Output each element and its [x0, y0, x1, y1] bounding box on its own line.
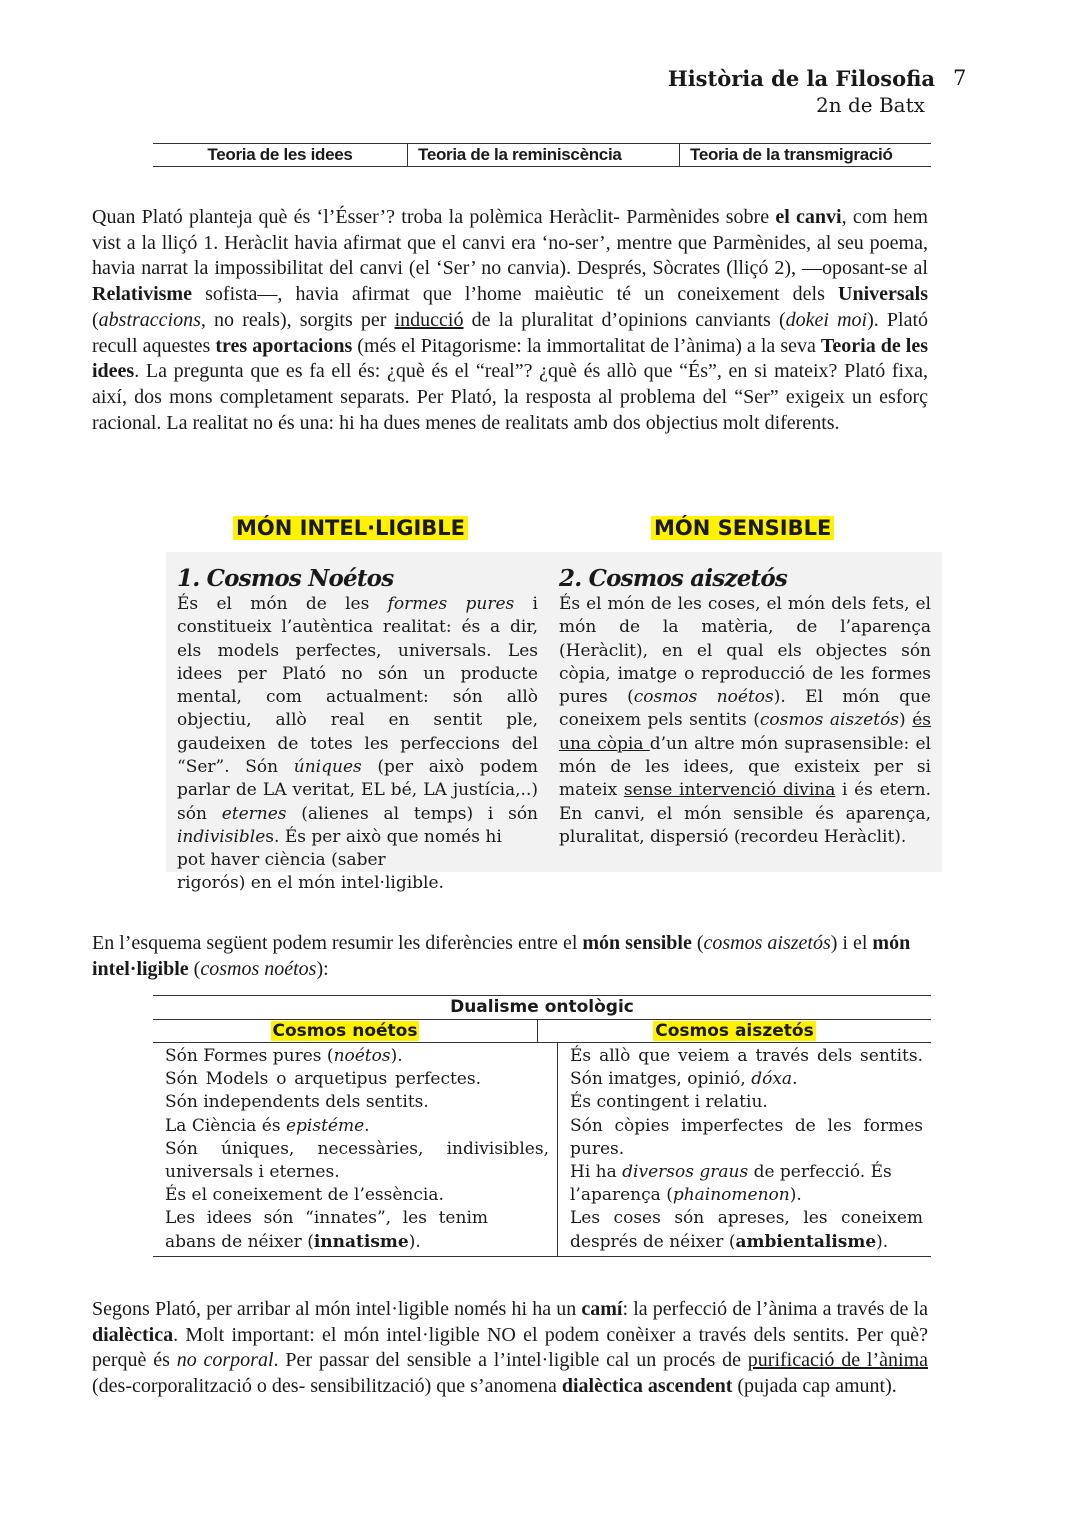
italic-term: dokei moi — [785, 308, 868, 331]
italic-term: cosmos aiszetós — [759, 710, 900, 731]
theory-cell: Teoria de la transmigració — [690, 145, 893, 164]
italic-term: formes pures — [387, 594, 515, 614]
column-text: rigorós) en el món intel·ligible. — [177, 872, 444, 893]
table-line: Són úniques, necessàries, indivisibles, — [165, 1138, 549, 1159]
noetos-cell — [153, 1043, 558, 1256]
document-subtitle: 2n de Batx — [816, 93, 925, 117]
text: (des-corporalització o des- sensibilització) que s’anomena — [92, 1375, 562, 1398]
text: , no reals), sorgits per — [200, 308, 395, 331]
bold-term: el canvi — [775, 206, 842, 228]
text: ) i el — [830, 932, 873, 954]
text: ): — [316, 957, 329, 980]
highlighted-heading: MÓN INTEL·LIGIBLE — [233, 516, 468, 540]
text: ). El món que coneixem pels sentits ( — [559, 687, 931, 731]
summary-intro — [92, 931, 972, 982]
table-line: Hi ha diversos graus de perfecció. És — [570, 1162, 892, 1183]
theory-cell: Teoria de les idees — [153, 144, 408, 166]
table-line: Són Formes pures (noétos). — [165, 1046, 403, 1066]
column-title: 2. Cosmos aiszetós — [559, 565, 788, 592]
text: (per això podem parlar de LA veritat, EL bé, LA justícia,..) són — [177, 757, 538, 824]
table-line: Són còpies imperfectes de les formes — [570, 1115, 923, 1136]
text: s. És per això que només hi — [265, 826, 502, 847]
text: Segons Plató, per arribar al món intel·ligible només hi ha un — [92, 1298, 582, 1320]
text: (més el Pitagorisme: la immortalitat de l’ànima) a la seva — [352, 334, 821, 357]
theories-table — [153, 143, 931, 167]
table-line: És el coneixement de l’essència. — [165, 1185, 444, 1206]
dualism-table — [153, 995, 931, 1257]
table-line: pures. — [570, 1138, 625, 1159]
italic-term: eternes — [221, 803, 287, 824]
table-line: abans de néixer (innatisme). — [165, 1231, 421, 1252]
bold-term: dialèctica ascendent — [561, 1375, 733, 1398]
text: d’un altre món suprasensible: el món de les idees, que existeix per si mateix — [559, 733, 931, 801]
bold-term: dialèctica — [92, 1323, 174, 1346]
bold-term: món sensible — [582, 932, 692, 954]
aiszetos-cell — [558, 1043, 931, 1256]
table-body-row — [153, 1043, 931, 1256]
text: ( — [691, 932, 704, 954]
column-text — [177, 593, 538, 849]
text: (alienes al temps) i són — [286, 803, 538, 824]
highlighted-heading: MÓN SENSIBLE — [651, 516, 834, 540]
bold-term: Universals — [838, 283, 928, 306]
underlined-term: purificació de l’ànima — [747, 1349, 929, 1372]
table-title: Dualisme ontològic — [153, 996, 931, 1020]
text: sofista—, havia afirmat que l’home maièutic té un coneixement dels — [191, 283, 838, 306]
conclusion-paragraph — [92, 1297, 928, 1400]
text: , com hem vist a la lliçó 1. Heràclit havia afirmat que el canvi era ‘no-ser’, mentre que Parmènides, al seu poema, havia narrat la impossibilitat del canvi (el ‘Ser’ no canvia). Després, Sòcrates (lliçó 2), —oposant-se al — [92, 206, 928, 280]
table-line: Les coses són apreses, les coneixem — [570, 1208, 923, 1229]
italic-term: no corporal — [176, 1349, 274, 1372]
table-line: després de néixer (ambientalisme). — [570, 1231, 889, 1252]
text: (pujada cap amunt). — [732, 1375, 897, 1398]
bold-term: tres aportacions — [215, 334, 353, 357]
table-line: És allò que veiem a través dels sentits. — [570, 1046, 923, 1066]
cosmos-aiszetos-column — [559, 565, 931, 849]
text: En l’esquema següent podem resumir les diferències entre el — [92, 932, 583, 954]
table-line: Les idees són “innates”, les tenim — [165, 1208, 488, 1229]
text: ( — [188, 957, 201, 980]
text: i constitueix l’autèntica realitat: és a dir, els models perfectes, universals. Les idees per Plató no són un producte mental, com actualment: són allò objectiu, allò real en sentit ple, gaudeixen de totes les perfeccions del “Ser”. Són — [177, 594, 538, 778]
text: . Per passar del sensible a l’intel·ligible cal un procés de — [273, 1349, 748, 1372]
text: Quan Plató planteja què és ‘l’Ésser’? troba la polèmica Heràclit- Parmènides sobre — [92, 206, 776, 228]
text: ). Plató recull aquestes — [92, 308, 929, 357]
table-line: Són independents dels sentits. — [165, 1092, 429, 1113]
text: . La pregunta que es fa ell és: ¿què és el “real”? ¿què és allò que “És”, en si mateix? Plató fixa, així, dos mons completament separats. Per Plató, la resposta al problema del “Ser” exigeix un esforç racional. La realitat no és una: hi ha dues menes de realitats amb dos objectius molt diferents. — [92, 360, 928, 434]
text: ( — [92, 308, 99, 331]
text: : la perfecció de l’ànima a través de la — [622, 1298, 928, 1320]
table-line: És contingent i relatiu. — [570, 1092, 768, 1113]
bold-term: Teoria de les idees — [92, 334, 929, 383]
table-line: universals i eternes. — [165, 1162, 340, 1183]
text: ) — [899, 710, 913, 731]
italic-term: abstraccions — [98, 308, 201, 331]
text: de la pluralitat d’opinions canviants ( — [463, 308, 786, 331]
column-header — [153, 1020, 538, 1042]
text: i és etern. En canvi, el món sensible és aparença, pluralitat, dispersió (recordeu Heràclit). — [559, 780, 932, 847]
italic-term: cosmos noétos — [200, 957, 317, 980]
text: És el món de les coses, el món dels fets, el món de la matèria, de l’aparença (Heràclit), en el qual els objectes són còpia, imatge o reproducció de les formes pures ( — [559, 594, 931, 708]
table-line: Són imatges, opinió, dóxa. — [570, 1069, 798, 1090]
column-title: 1. Cosmos Noétos — [177, 565, 394, 592]
italic-term: cosmos aiszetós — [703, 932, 831, 954]
table-line: Són Models o arquetipus perfectes. — [165, 1069, 481, 1090]
column-text: pot haver ciència (saber — [177, 850, 386, 871]
highlighted-heading: Cosmos aiszetós — [655, 1021, 814, 1041]
bold-term: món intel·ligible — [92, 932, 911, 980]
highlighted-heading: Cosmos noétos — [272, 1021, 418, 1041]
sensible-world-heading — [651, 515, 834, 541]
bold-term: Relativisme — [92, 283, 192, 306]
underlined-term: inducció — [394, 308, 464, 331]
page-number: 7 — [953, 66, 967, 90]
table-line: La Ciència és epistéme. — [165, 1115, 370, 1136]
theory-cell: Teoria de la reminiscència — [408, 144, 680, 166]
intelligible-world-heading — [233, 515, 468, 541]
table-header-row — [153, 1020, 931, 1043]
italic-term: cosmos noétos — [633, 687, 774, 708]
text: És el món de les — [177, 594, 388, 614]
underlined-term: sense intervenció divina — [623, 780, 836, 801]
underlined-term: és una còpia — [559, 710, 931, 754]
document-title: Història de la Filosofia — [667, 66, 935, 91]
intro-paragraph — [92, 205, 928, 436]
bold-term: camí — [581, 1298, 623, 1320]
text: . Molt important: el món intel·ligible NO el podem conèixer a través dels sentits. Per què? perquè és — [92, 1323, 928, 1372]
italic-term: úniques — [293, 757, 362, 778]
cosmos-noetos-column — [177, 565, 538, 893]
column-text — [559, 593, 931, 849]
table-line: l’aparença (phainomenon). — [570, 1185, 802, 1206]
italic-term: indivisible — [177, 826, 266, 847]
column-header — [538, 1020, 931, 1042]
